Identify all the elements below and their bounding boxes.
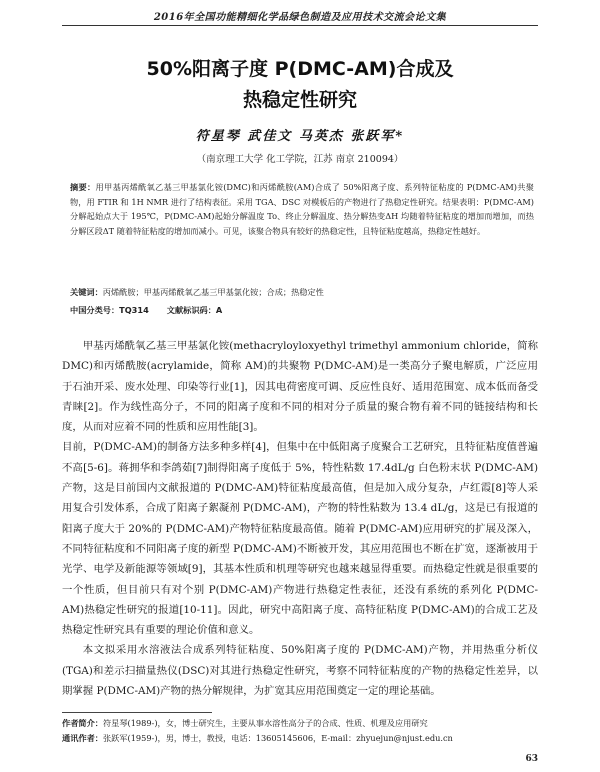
clc-value: TQ314: [119, 305, 149, 315]
body-paragraph-2: 目前，P(DMC-AM)的制备方法多种多样[4]，但集中在中低阳离子度聚合工艺研究，且特征粘度值普遍不高[5-6]。蒋拥华和李鸽茹[7]制得阳离子度低于 5%，特性粘数 17.4dL/g 白色粉末状 P(DMC-AM)产物，这是目前国内文献报道的 P(DMC-AM)特征粘度最高值，但是加入成分复杂，卢红霞[8]等人采用复合引发体系，合成了阳离子絮凝剂 P(DMC-AM)，产物的特性粘数为 13.4 dL/g，这是已有报道的阳离子度大于 20%的 P(DMC-AM)产物特征粘度最高值。随着 P(DMC-AM)应用研究的扩展及深入，不同特征粘度和不同阳离子度的新型 P(DMC-AM)不断被开发，其应用范围也不断在扩宽，逐渐被用于光学、电学及新能源等领域[9]，其基本性质和机理等研究也越来越显得重要。而热稳定性就是很重要的一个性质，但目前只有对个别 P(DMC-AM)产物进行热稳定性表征，还没有系统的系列化 P(DMC-AM)热稳定性研究的报道[10-11]。因此，研究中高阳离子度、高特征粘度 P(DMC-AM)的合成工艺及热稳定性研究具有重要的理论价值和意义。: [62, 441, 538, 637]
doc-code-value: A: [215, 305, 223, 315]
footnote-corresponding: [62, 731, 538, 746]
author-list: 符星琴 武佳文 马英杰 张跃军*: [195, 129, 405, 144]
body-paragraph-1: 甲基丙烯酰氧乙基三甲基氯化铵(methacryloyloxyethyl trimethyl ammonium chloride，简称 DMC)和丙烯酰胺(acrylamide，简称 AM)的共聚物 P(DMC-AM)是一类高分子聚电解质，广泛应用于石油开采、废水处理、印染等行业[1]，因其电荷密度可调、反应性良好、适用范围宽、成本低而备受青睐[2]。作为线性高分子，不同的阳离子度和不同的相对分子质量的聚合物有着不同的链接结构和长度，从而对应着不同的性质和应用性能[3]。: [62, 340, 538, 434]
footnotes: [62, 716, 538, 746]
abstract-label: 摘要：: [70, 182, 96, 192]
footnote-corresponding-label: 通讯作者：: [62, 733, 103, 743]
footnote-author-bio: [62, 716, 538, 731]
keywords-label: 关键词：: [70, 287, 103, 297]
footnote-corresponding-text: 张跃军(1959-)，男，博士，教授，电话：13605145606，E-mail：zhyuejun@njust.edu.cn: [102, 733, 453, 743]
doc-code-label: 文献标识码：: [166, 305, 216, 315]
header-rule: [62, 25, 538, 26]
footnote-author-text: 符星琴(1989-)，女，博士研究生，主要从事水溶性高分子的合成、性质、机理及应用研究: [102, 718, 428, 728]
title-line-2: 热稳定性研究: [242, 89, 357, 111]
main-body: [62, 336, 538, 701]
paper-title: [40, 54, 560, 116]
body-paragraph-3: 本文拟采用水溶液法合成系列特征粘度、50%阳离子度的 P(DMC-AM)产物，并用热重分析仪(TGA)和差示扫描量热仪(DSC)对其进行热稳定性研究，考察不同特征粘度的产物的热稳定性差异，以期掌握 P(DMC-AM)产物的热分解规律，为扩宽其应用范围奠定一定的理论基础。: [62, 644, 538, 698]
page-number: 63: [525, 754, 538, 764]
abstract-text: 用甲基丙烯酰氧乙基三甲基氯化铵(DMC)和丙烯酰胺(AM)合成了 50%阳离子度、系列特征粘度的 P(DMC-AM)共聚物，用 FTIR 和 1H NMR 进行了结构表征。采用 TGA、DSC 对模板后的产物进行了热稳定性研究。结果表明：P(DMC-AM)分解起始点大于 195℃，P(DMC-AM)起始分解温度 To、终止分解温度、热分解热变ΔH 均随着特征粘度的增加而增加，而热分解区段ΔT 随着特征粘度的增加而减小。可见，该聚合物具有较好的热稳定性，且特征粘度越高，热稳定性越好。: [70, 182, 534, 236]
footnote-author-label: 作者简介：: [62, 718, 103, 728]
title-line-1: 50%阳离子度 P(DMC-AM)合成及: [146, 58, 454, 80]
abstract: [70, 180, 534, 238]
footnote-rule: [62, 712, 212, 713]
running-header: 2016年全国功能精细化学品绿色制造及应用技术交流会论文集: [153, 12, 447, 23]
clc-label: 中国分类号：: [70, 305, 120, 315]
keywords: [70, 286, 534, 298]
classification-codes: [70, 304, 534, 316]
affiliation: （南京理工大学 化工学院，江苏 南京 210094）: [196, 154, 404, 165]
keywords-text: 丙烯酰胺；甲基丙烯酰氧乙基三甲基氯化铵；合成；热稳定性: [102, 287, 324, 297]
